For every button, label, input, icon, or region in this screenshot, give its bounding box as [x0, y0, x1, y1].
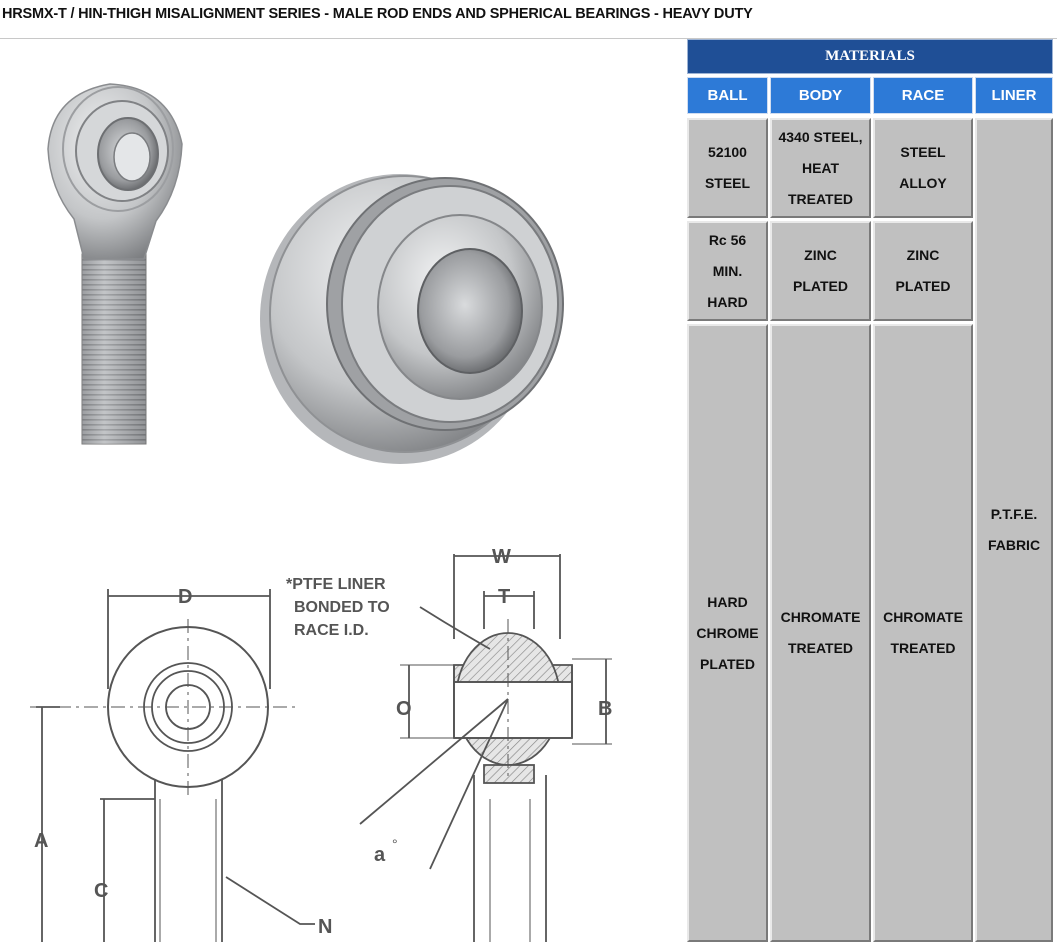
header-liner: LINER: [975, 77, 1053, 114]
label-b: B: [598, 698, 613, 720]
label-degree: °: [392, 836, 398, 852]
header-race: RACE: [873, 77, 973, 114]
cell-race-row2: ZINC PLATED: [873, 221, 973, 321]
product-image-panel: [0, 39, 686, 942]
header-ball: BALL: [687, 77, 768, 114]
label-t: T: [498, 586, 511, 608]
cell-body-row2: ZINC PLATED: [770, 221, 871, 321]
label-o: O: [396, 698, 412, 720]
label-a: A: [34, 830, 49, 852]
cell-ball-row3: HARD CHROME PLATED: [687, 324, 768, 942]
cell-race-row3: CHROMATE TREATED: [873, 324, 973, 942]
cell-ball-row1: 52100 STEEL: [687, 118, 768, 218]
label-d: D: [178, 586, 193, 608]
label-c: C: [94, 880, 109, 902]
cell-liner: P.T.F.E. FABRIC: [975, 118, 1053, 942]
page-title: HRSMX-T / HIN-THIGH MISALIGNMENT SERIES - MALE ROD ENDS AND SPHERICAL BEARINGS - HEAVY DUTY: [2, 6, 753, 22]
note-line-1: *PTFE LINER: [286, 576, 386, 593]
label-n: N: [318, 916, 333, 938]
note-line-2: BONDED TO: [294, 599, 390, 616]
dimension-drawing: [0, 479, 686, 942]
materials-table: [686, 39, 1057, 942]
product-photos: [0, 39, 686, 479]
cell-body-row1: 4340 STEEL, HEAT TREATED: [770, 118, 871, 218]
label-w: W: [492, 546, 511, 568]
cell-race-row1: STEEL ALLOY: [873, 118, 973, 218]
materials-title: MATERIALS: [687, 39, 1053, 74]
cell-ball-row2: Rc 56 MIN. HARD: [687, 221, 768, 321]
spherical-bearing-photo: [260, 174, 563, 464]
rod-end-photo: [48, 84, 182, 444]
cell-body-row3: CHROMATE TREATED: [770, 324, 871, 942]
header-body: BODY: [770, 77, 871, 114]
label-angle: a: [374, 844, 386, 866]
note-line-3: RACE I.D.: [294, 622, 369, 639]
